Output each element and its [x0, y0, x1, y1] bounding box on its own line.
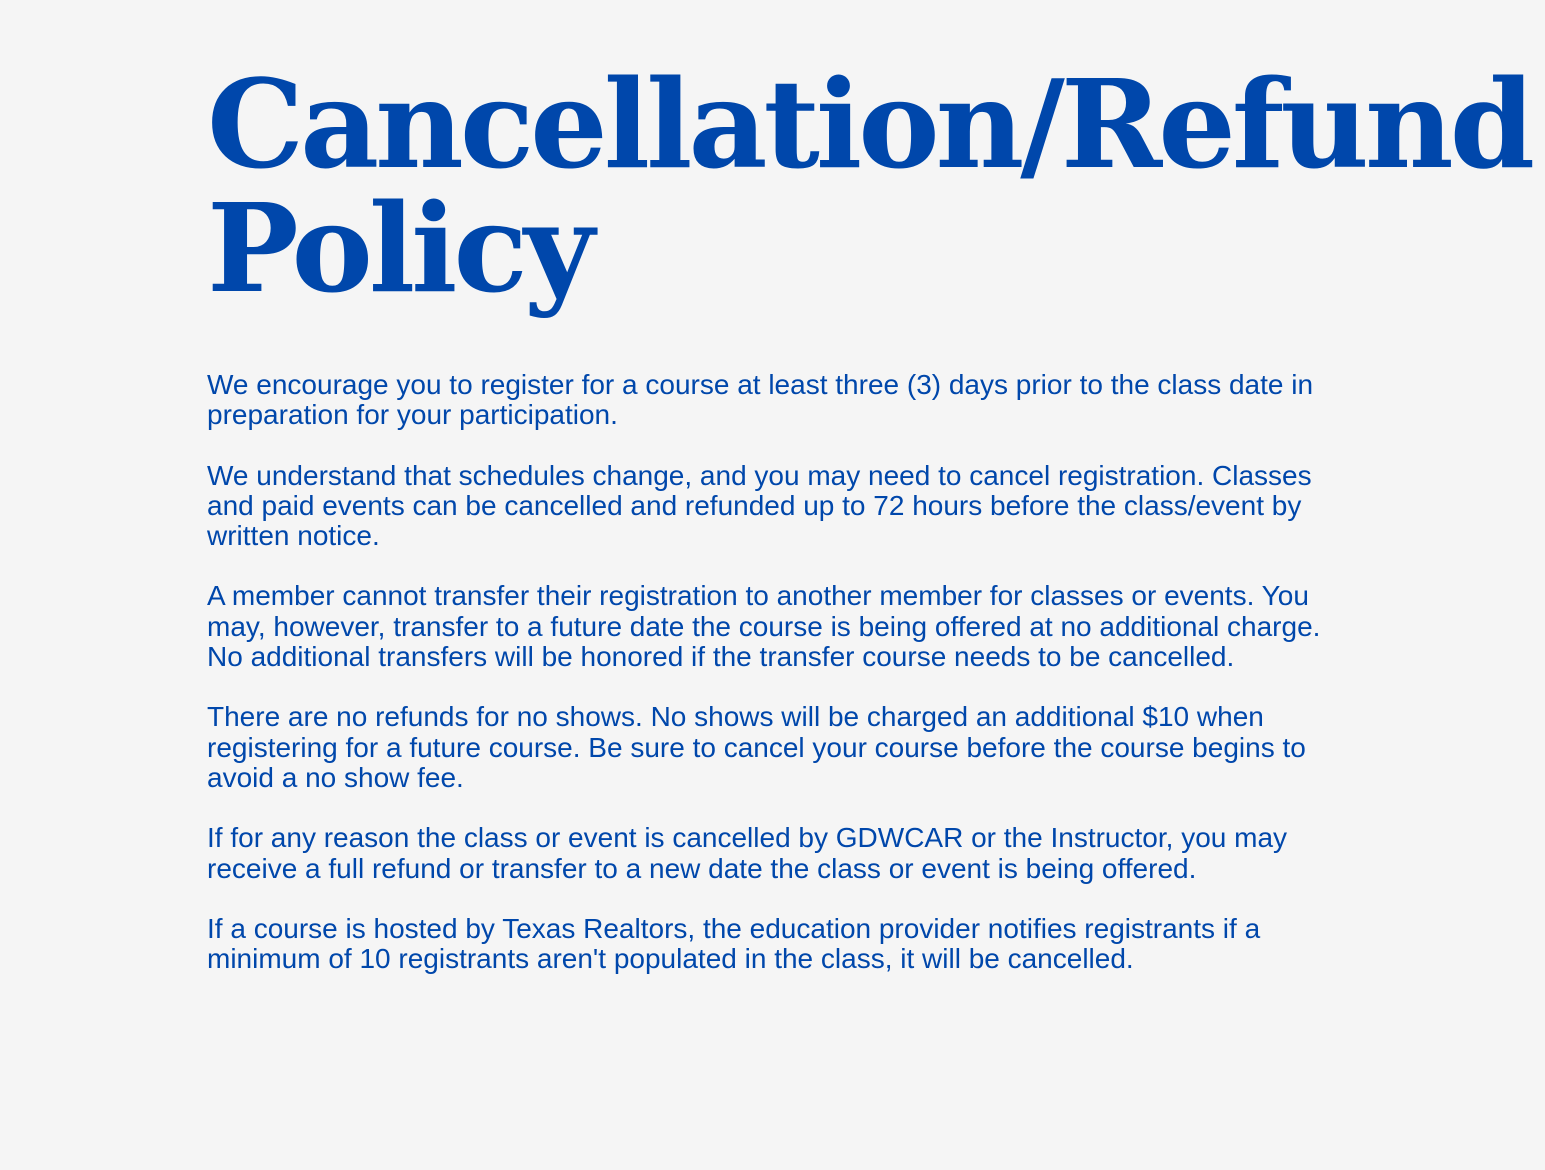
page-title-line-2: Policy [207, 176, 591, 320]
policy-paragraph-cancelled-by-provider: If for any reason the class or event is cancelled by GDWCAR or the Instructor, you may receive a full refund or transfer to a new date the class or event is being offered. [207, 822, 1288, 884]
policy-body [207, 370, 1332, 974]
page-title-line-1: Cancellation/Refund [207, 52, 1532, 196]
policy-paragraph-cancellation: We understand that schedules change, and you may need to cancel registration. Classes and paid events can be cancelled and refunded up to 72 hours before the class/event by written notice. [207, 459, 1312, 552]
policy-paragraph-texas-realtors: If a course is hosted by Texas Realtors, the education provider notifies registrants if a minimum of 10 registrants aren't populated in the class, it will be cancelled. [207, 912, 1261, 975]
policy-page [207, 52, 1532, 1004]
policy-paragraph-no-shows: There are no refunds for no shows. No shows will be charged an additional $10 when registering for a future course. Be sure to cancel your course before the course begins to avoid a no show fee. [207, 701, 1306, 793]
page-title [207, 52, 1532, 320]
policy-paragraph-transfers: A member cannot transfer their registration to another member for classes or events. You may, however, transfer to a future date the course is being offered at no additional charge. No additional transfers will be honored if the transfer course needs to be cancelled. [207, 580, 1321, 673]
policy-paragraph-register-early: We encourage you to register for a course at least three (3) days prior to the class date in preparation for your participation. [207, 369, 1314, 431]
